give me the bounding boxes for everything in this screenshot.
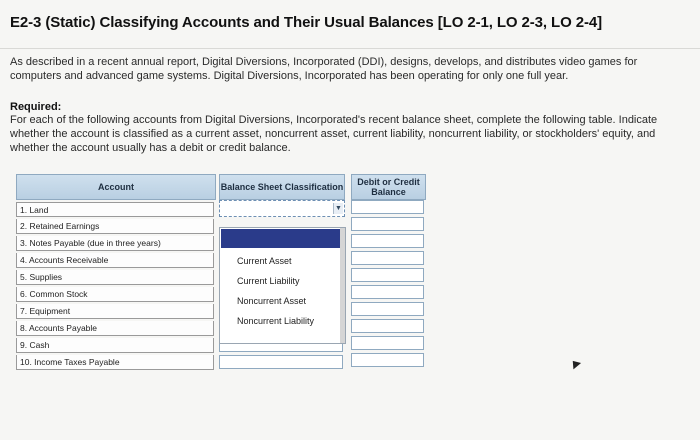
account-row: 4. Accounts Receivable <box>16 253 214 269</box>
account-row: 3. Notes Payable (due in three years) <box>16 236 214 252</box>
dropdown-highlighted-option[interactable] <box>221 229 344 248</box>
account-row: 5. Supplies <box>16 270 214 286</box>
dropdown-option-current-liability[interactable]: Current Liability <box>237 276 300 286</box>
balance-select-6[interactable] <box>351 285 424 299</box>
balance-select-9[interactable] <box>351 336 424 350</box>
balance-select-4[interactable] <box>351 251 424 265</box>
header-account: Account <box>16 174 216 200</box>
balance-select-3[interactable] <box>351 234 424 248</box>
balance-select-1[interactable] <box>351 200 424 214</box>
balance-select-5[interactable] <box>351 268 424 282</box>
required-label: Required: <box>10 101 62 113</box>
account-row: 8. Accounts Payable <box>16 321 214 337</box>
account-row: 1. Land <box>16 202 214 218</box>
problem-intro: As described in a recent annual report, Digital Diversions, Incorporated (DDI), designs, develops, and distributes video games for computers and advanced game systems. Digital Diversions, Incorporated has been operating for only one full year. <box>10 56 638 82</box>
balance-select-10[interactable] <box>351 353 424 367</box>
problem-title: E2-3 (Static) Classifying Accounts and Their Usual Balances [LO 2-1, LO 2-3, LO 2-4] <box>10 14 603 31</box>
account-row: 7. Equipment <box>16 304 214 320</box>
title-divider <box>0 48 700 49</box>
dropdown-options-list <box>219 227 346 344</box>
dropdown-option-noncurrent-asset[interactable]: Noncurrent Asset <box>237 296 307 306</box>
account-row: 6. Common Stock <box>16 287 214 303</box>
dropdown-scrollbar[interactable] <box>340 228 345 343</box>
header-classification: Balance Sheet Classification <box>219 174 345 200</box>
header-balance: Debit or Credit Balance <box>351 174 426 200</box>
account-row: 2. Retained Earnings <box>16 219 214 235</box>
account-row: 10. Income Taxes Payable <box>16 355 214 371</box>
account-column <box>16 200 214 370</box>
required-text: For each of the following accounts from Digital Diversions, Incorporated's recent balance sheet, complete the following table. Indicate whether the account is classified as a current asset, noncurrent asset, current liability, noncurrent liability, or stockholders' equity, and whether the account usually has a debit or credit balance. <box>10 114 658 154</box>
chevron-down-icon[interactable]: ▼ <box>333 203 343 214</box>
dropdown-option-current-asset[interactable]: Current Asset <box>237 256 292 266</box>
classification-dropdown[interactable] <box>219 200 345 217</box>
classification-select-10[interactable] <box>219 355 343 369</box>
balance-select-7[interactable] <box>351 302 424 316</box>
balance-select-2[interactable] <box>351 217 424 231</box>
account-row: 9. Cash <box>16 338 214 354</box>
mouse-cursor-icon <box>569 358 581 370</box>
balance-select-8[interactable] <box>351 319 424 333</box>
dropdown-option-noncurrent-liability[interactable]: Noncurrent Liability <box>237 316 315 326</box>
